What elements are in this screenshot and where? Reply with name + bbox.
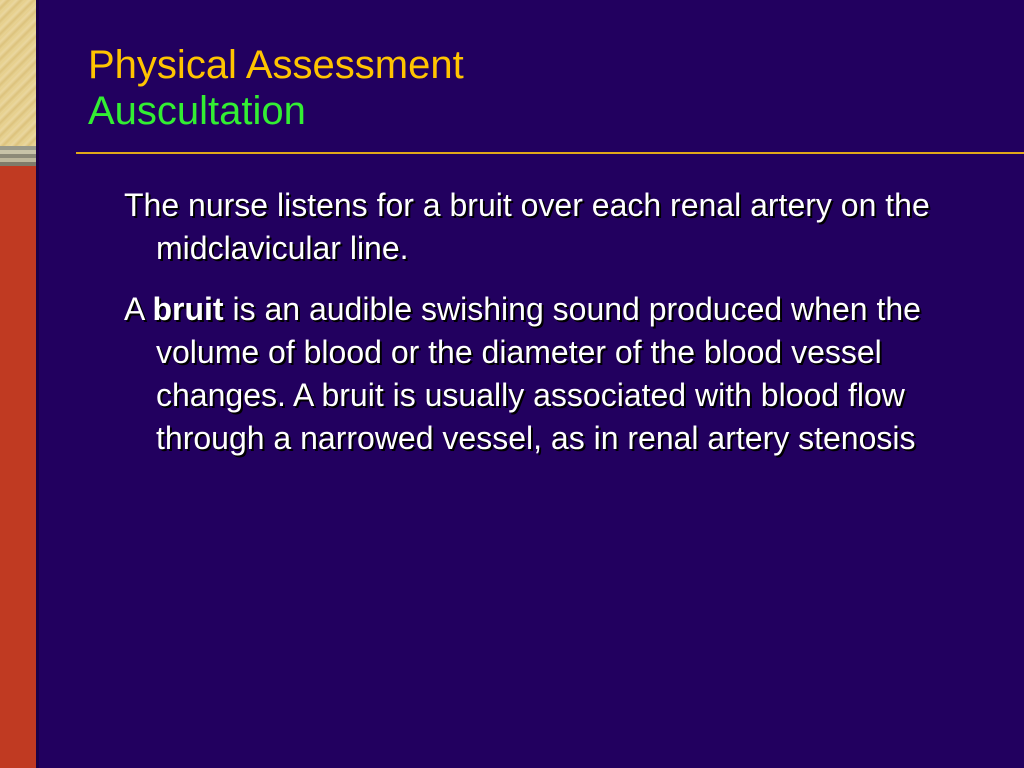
title-divider: [76, 152, 1024, 154]
paragraph-2-term: bruit: [152, 291, 224, 327]
paragraph-1-text: The nurse listens for a bruit over each renal artery on the midclavicular line.: [124, 187, 930, 266]
title-line-secondary: Auscultation: [88, 89, 306, 133]
paragraph-2: [124, 288, 994, 460]
decorative-strip-band: [0, 146, 38, 166]
slide-body: [124, 184, 994, 478]
paragraph-1: [124, 184, 994, 270]
paragraph-2-lead: A: [124, 291, 153, 327]
decorative-strip-edge: [36, 0, 39, 768]
decorative-strip-red: [0, 166, 38, 768]
title-line-primary: Physical Assessment: [88, 43, 464, 87]
slide-title: [88, 42, 464, 134]
decorative-strip-top: [0, 0, 38, 146]
paragraph-2-rest: is an audible swishing sound produced when the volume of blood or the diameter of the blood vessel changes. A bruit is usually associated with blood flow through a narrowed vessel, as in renal artery stenosis: [156, 291, 921, 456]
